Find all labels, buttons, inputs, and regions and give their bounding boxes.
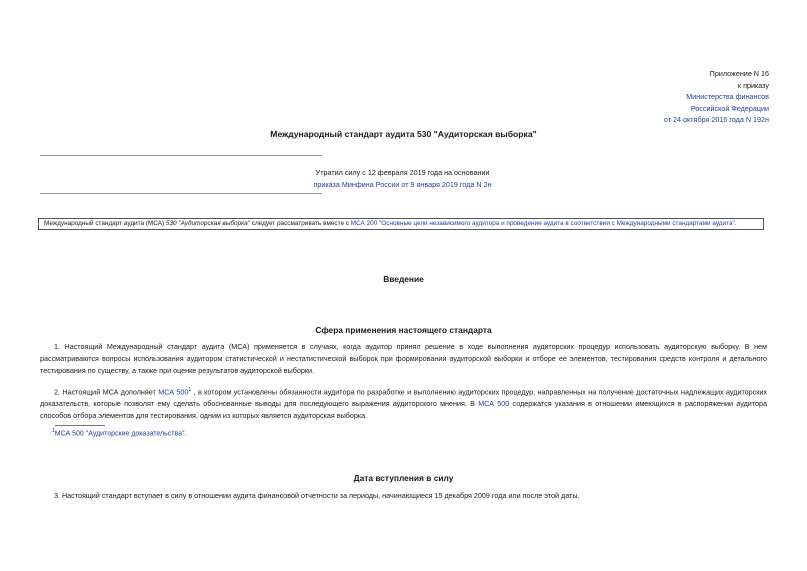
annex-number: Приложение N 16 <box>709 69 769 78</box>
note-text-1: Международный стандарт аудита (МСА) <box>44 220 166 227</box>
note-standard-name: 530 "Аудиторская выборка" <box>165 220 250 227</box>
annex-country-link[interactable]: Российской Федерации <box>690 103 769 113</box>
footnote-mark: 1 <box>52 428 55 434</box>
note-isa200-link[interactable]: МСА 200 "Основные цели независимого аудитора и проведение аудита в соответствии с Международными стандартами аудита" <box>350 220 735 227</box>
footnote <box>52 428 186 437</box>
annex-order-ref: к приказу <box>737 80 769 90</box>
p2-isa500-link-2[interactable]: МСА 500 <box>478 399 510 409</box>
divider-bottom <box>40 193 322 194</box>
heading-scope: Сфера применения настоящего стандарта <box>315 325 492 335</box>
footnote-isa500-link[interactable]: МСА 500 "Аудиторские доказательства" <box>54 430 185 438</box>
divider-top <box>40 155 322 156</box>
p2-isa500-link-1[interactable]: МСА 500 <box>158 387 189 397</box>
annex-ministry-link[interactable]: Министерства финансов <box>686 92 769 101</box>
annex-block <box>664 68 769 126</box>
paragraph-2 <box>40 384 767 422</box>
footnote-tail: . <box>184 430 187 438</box>
p2-text-c: , в котором установлены обязанности аудитора по разработке и выполнению аудиторских процедур, направленных на получение достаточных надлежащих аудиторских доказательств, которые позволят ему сделать обоснованные выводы для последующего выражения аудиторского мнения. В <box>40 387 768 409</box>
p2-text-a: 2. Настоящий МСА дополняет <box>54 387 159 397</box>
annex-date-link[interactable]: от 24 октября 2016 года N 192н <box>663 115 769 124</box>
paragraph-1: 1. Настоящий Международный стандарт аудита (МСА) применяется в случаях, когда аудитор принял решение в ходе выполнения аудиторских процедур использовать аудиторскую выборку. В нем рассматриваются вопросы использования аудитором статистической и нестатистической выборок при формировании аудиторской выборки и отборе ее элементов, тестирования средств контроля и детального тестирования по существу, а также при оценке результатов аудиторской выборки. <box>40 342 767 375</box>
p2-text-e: содержатся указания в отношении имеющихся в распоряжении аудитора способов отбора элементов для тестирования, одним из которых является аудиторская выборка. <box>40 399 767 421</box>
expiry-order-link[interactable]: приказа Минфина России от 9 января 2019 года N 2н <box>313 180 492 189</box>
footnote-separator <box>55 425 105 426</box>
note-text-2: следует рассматривать вместе с <box>249 220 351 227</box>
note-text-3: . <box>734 220 737 227</box>
expiry-text: Утратил силу с 12 февраля 2019 года на основании <box>315 168 490 177</box>
note-box <box>38 218 764 230</box>
document-title: Международный стандарт аудита 530 "Аудиторская выборка" <box>270 129 537 139</box>
heading-introduction: Введение <box>383 274 424 284</box>
heading-effective-date: Дата вступления в силу <box>353 473 454 483</box>
p2-footnote-ref[interactable]: 1 <box>188 387 192 393</box>
paragraph-3: 3. Настоящий стандарт вступает в силу в отношении аудита финансовой отчетности за периоды, начинающиеся 15 декабря 2009 года или после этой даты. <box>54 491 580 500</box>
expiry-notice <box>40 167 765 191</box>
